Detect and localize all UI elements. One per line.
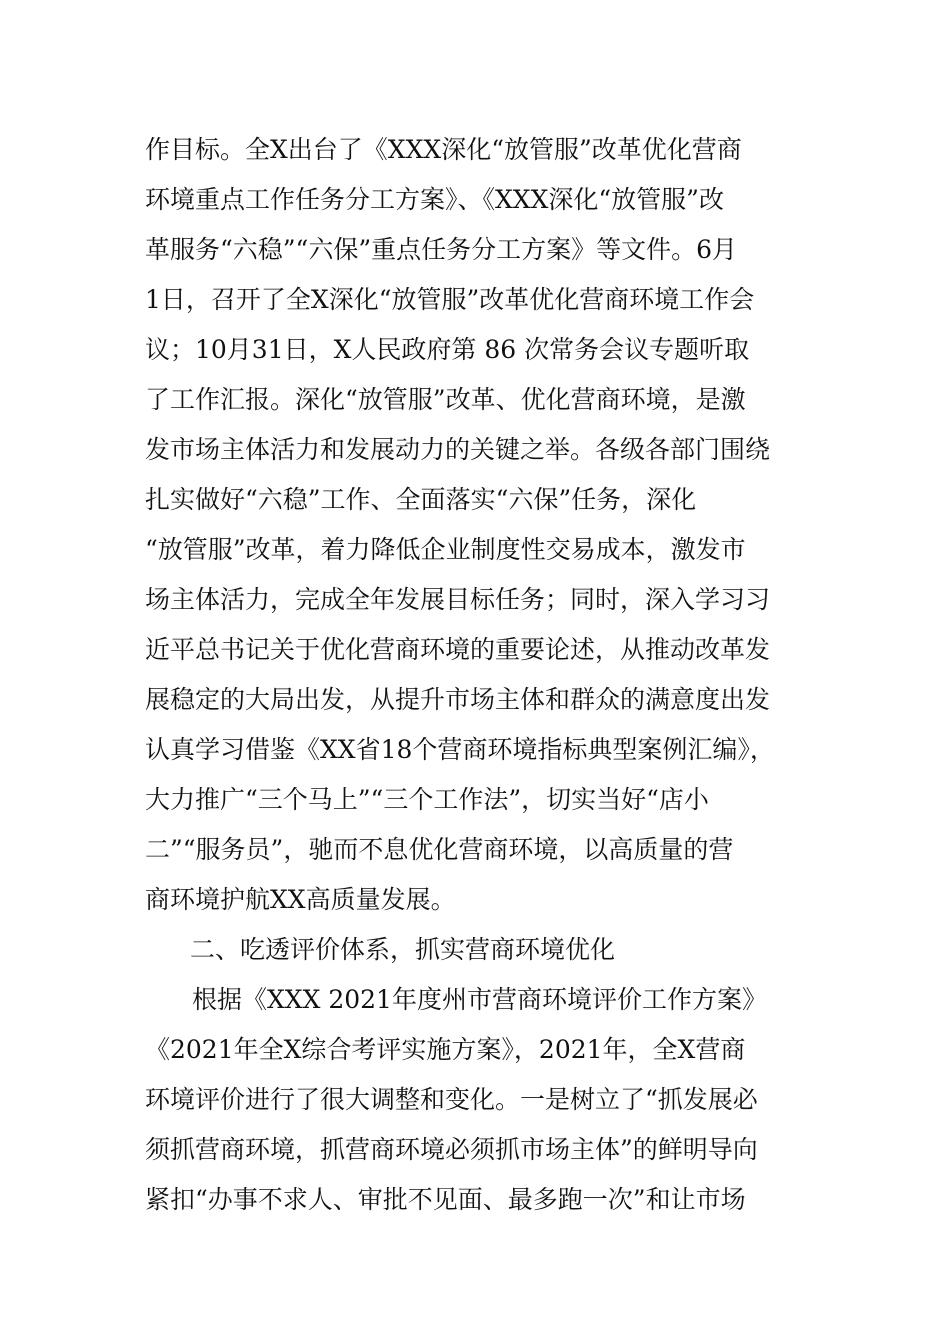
text-line: 环境评价进行了很大调整和变化。一是树立了“抓发展必 xyxy=(145,1085,758,1114)
text-line: 大力推广“三个马上”“三个工作法”，切实当好“店小 xyxy=(145,785,709,814)
text-line: 须抓营商环境，抓营商环境必须抓市场主体”的鲜明导向 xyxy=(145,1135,758,1164)
text-line: 商环境护航XX高质量发展。 xyxy=(145,885,456,914)
text-line: 扎实做好“六稳”工作、全面落实“六保”任务，深化 xyxy=(145,485,697,514)
text-line: 了工作汇报。深化“放管服”改革、优化营商环境，是激 xyxy=(145,385,746,414)
text-line: 议；10月31日，X人民政府第 86 次常务会议专题听取 xyxy=(145,335,750,364)
text-line: 认真学习借鉴《XX省18个营商环境指标典型案例汇编》， xyxy=(145,735,775,764)
text-line: 二”“服务员”，驰而不息优化营商环境，以高质量的营 xyxy=(145,835,734,864)
text-line: 1日，召开了全X深化“放管服”改革优化营商环境工作会 xyxy=(145,285,755,314)
text-line: 根据《XXX 2021年度州市营商环境评价工作方案》 xyxy=(192,985,767,1014)
text-line: 紧扣“办事不求人、审批不见面、最多跑一次”和让市场 xyxy=(145,1185,746,1214)
text-line: 革服务“六稳”“六保”重点任务分工方案》等文件。6月 xyxy=(145,235,738,264)
section-heading: 二、吃透评价体系，抓实营商环境优化 xyxy=(190,935,616,964)
text-line: 发市场主体活力和发展动力的关键之举。各级各部门围绕 xyxy=(145,435,771,464)
text-line: 《2021年全X综合考评实施方案》，2021年，全X营商 xyxy=(145,1035,746,1064)
text-line: 环境重点工作任务分工方案》、《XXX深化“放管服”改 xyxy=(145,185,724,214)
text-line: 作目标。全X出台了《XXX深化“放管服”改革优化营商 xyxy=(145,135,742,164)
text-line: 展稳定的大局出发，从提升市场主体和群众的满意度出发 xyxy=(145,685,771,714)
text-line: “放管服”改革，着力降低企业制度性交易成本，激发市 xyxy=(145,535,746,564)
text-line: 场主体活力，完成全年发展目标任务；同时，深入学习习 xyxy=(145,585,771,614)
text-line: 近平总书记关于优化营商环境的重要论述，从推动改革发 xyxy=(145,635,771,664)
